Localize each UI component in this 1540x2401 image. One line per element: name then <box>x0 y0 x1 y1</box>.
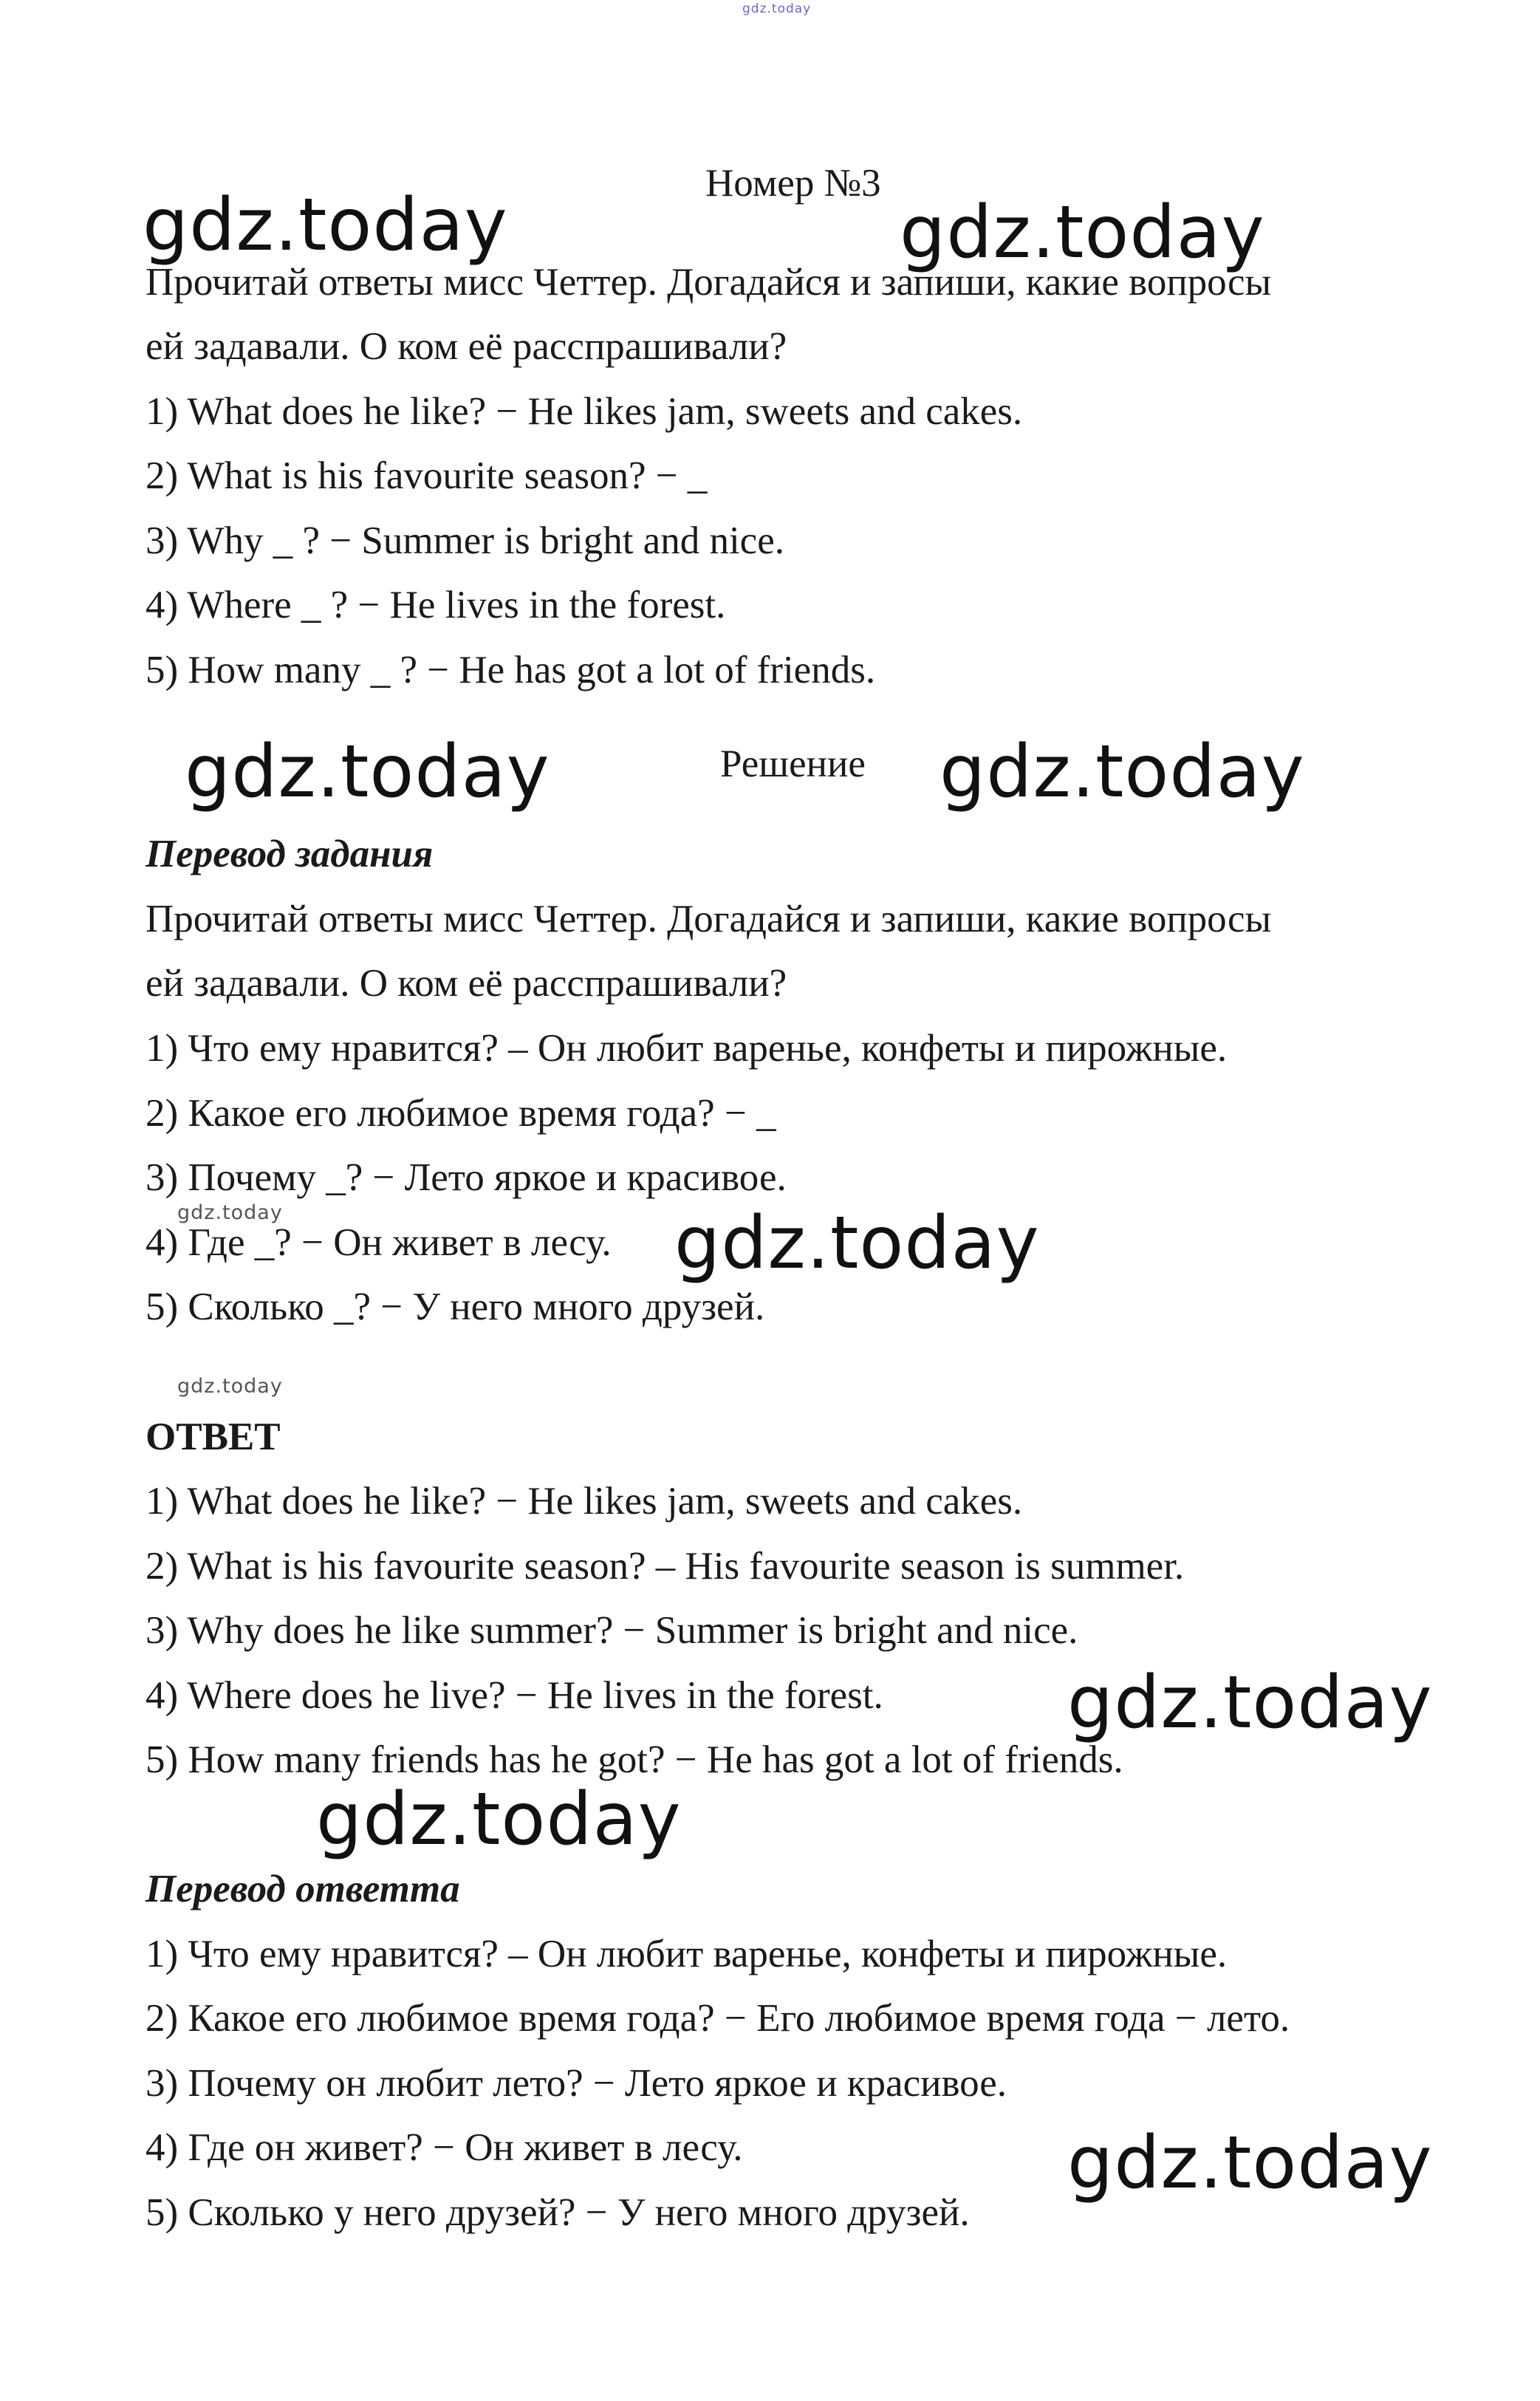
watermark: gdz.today <box>1067 2121 1433 2205</box>
answer-translation-item: 2) Какое его любимое время года? − Его любимое время года − лето. <box>146 1997 1290 2040</box>
watermark: gdz.today <box>316 1777 682 1862</box>
task-item: 5) How many _ ? − He has got a lot of friends. <box>146 649 876 691</box>
answer-item: 5) How many friends has he got? − He has got a lot of friends. <box>146 1738 1123 1781</box>
task-item: 2) What is his favourite season? − _ <box>146 454 708 497</box>
watermark: gdz.today <box>900 191 1265 275</box>
watermark-small: gdz.today <box>177 1375 283 1398</box>
task-instruction-line: Прочитай ответы мисс Четтер. Догадайся и запиши, какие вопросы <box>146 261 1272 304</box>
translation-item: 4) Где _? − Он живет в лесу. <box>146 1221 612 1264</box>
watermark: gdz.today <box>940 730 1305 814</box>
answer-item: 4) Where does he live? − He lives in the forest. <box>146 1674 883 1717</box>
answer-translation-item: 1) Что ему нравится? – Он любит варенье, конфеты и пирожные. <box>146 1933 1228 1975</box>
task-title: Номер №3 <box>705 162 881 205</box>
task-item: 1) What does he like? − He likes jam, sweets and cakes. <box>146 390 1023 433</box>
answer-translation-item: 4) Где он живет? − Он живет в лесу. <box>146 2126 743 2169</box>
answer-item: 2) What is his favourite season? – His favourite season is summer. <box>146 1545 1185 1588</box>
translation-item: 1) Что ему нравится? – Он любит варенье, конфеты и пирожные. <box>146 1027 1228 1070</box>
answer-translation-item: 5) Сколько у него друзей? − У него много друзей. <box>146 2191 970 2234</box>
translation-item: 2) Какое его любимое время года? − _ <box>146 1092 776 1135</box>
translation-item: 5) Сколько _? − У него много друзей. <box>146 1285 765 1328</box>
task-item: 3) Why _ ? − Summer is bright and nice. <box>146 519 784 562</box>
translation-instruction-line: ей задавали. О ком её расспрашивали? <box>146 962 787 1005</box>
answer-translation-item: 3) Почему он любит лето? − Лето яркое и красивое. <box>146 2062 1007 2105</box>
watermark: gdz.today <box>674 1201 1040 1285</box>
watermark-small: gdz.today <box>177 1201 283 1224</box>
task-item: 4) Where _ ? − He lives in the forest. <box>146 584 726 626</box>
watermark: gdz.today <box>185 730 550 814</box>
translation-instruction-line: Прочитай ответы мисс Четтер. Догадайся и запиши, какие вопросы <box>146 898 1272 940</box>
answer-item: 3) Why does he like summer? − Summer is bright and nice. <box>146 1609 1078 1652</box>
watermark-top-small: gdz.today <box>742 1 812 16</box>
answer-translation-heading: Перевод ответта <box>146 1868 460 1910</box>
watermark: gdz.today <box>1067 1661 1433 1745</box>
answer-heading: ОТВЕТ <box>146 1415 281 1458</box>
translation-item: 3) Почему _? − Лето яркое и красивое. <box>146 1156 787 1199</box>
translation-heading: Перевод задания <box>146 833 434 875</box>
watermark: gdz.today <box>143 183 508 267</box>
solution-title: Решение <box>720 742 866 785</box>
answer-item: 1) What does he like? − He likes jam, sweets and cakes. <box>146 1480 1023 1523</box>
task-instruction-line: ей задавали. О ком её расспрашивали? <box>146 325 787 368</box>
